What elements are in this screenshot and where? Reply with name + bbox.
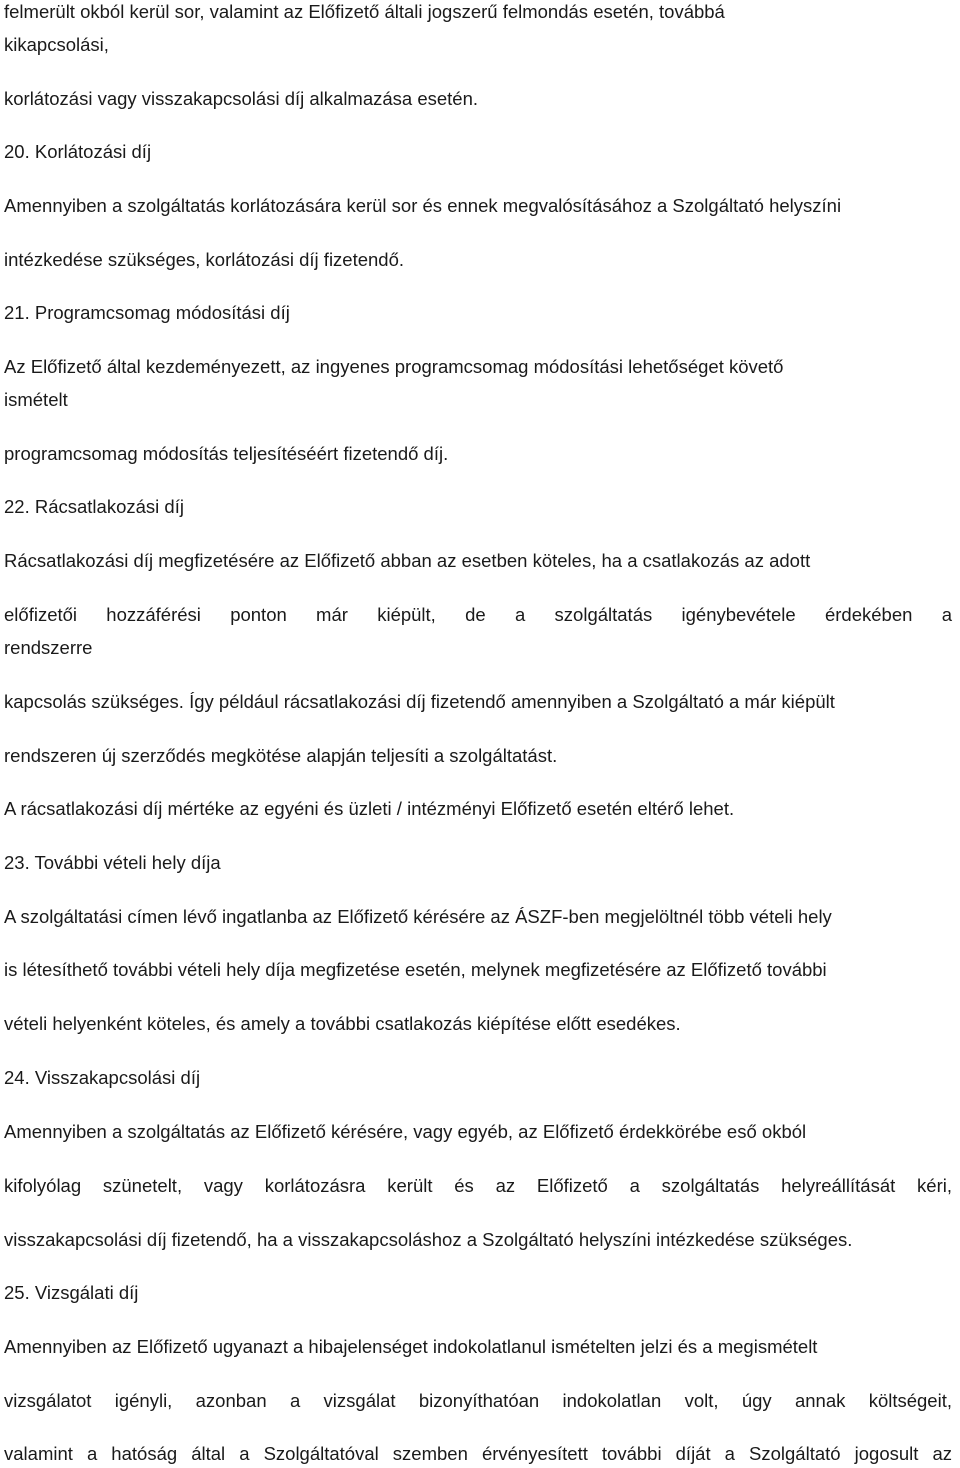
- text-line: programcsomag módosítás teljesítéséért fizetendő díj.: [4, 443, 449, 464]
- section-heading-21: 21. Programcsomag módosítási díj: [4, 302, 290, 323]
- section-heading-22: 22. Rácsatlakozási díj: [4, 496, 184, 517]
- text-line: rendszeren új szerződés megkötése alapján teljesíti a szolgáltatást.: [4, 745, 558, 766]
- text-line: vételi helyenként köteles, és amely a további csatlakozás kiépítése előtt esedékes.: [4, 1013, 681, 1034]
- section-heading-23: 23. További vételi hely díja: [4, 852, 221, 873]
- text-line: kikapcsolási,: [4, 34, 109, 55]
- section-heading-20: 20. Korlátozási díj: [4, 141, 152, 162]
- text-line: korlátozási vagy visszakapcsolási díj alkalmazása esetén.: [4, 88, 479, 109]
- text-line: visszakapcsolási díj fizetendő, ha a visszakapcsoláshoz a Szolgáltató helyszíni intézkedése szükséges.: [4, 1229, 853, 1250]
- text-line: felmerült okból kerül sor, valamint az Előfizető általi jogszerű felmondás esetén, továbbá: [4, 1, 725, 22]
- text-line: előfizetői hozzáférési ponton már kiépült, de a szolgáltatás igénybevétele érdekében a: [4, 604, 952, 625]
- text-line: Rácsatlakozási díj megfizetésére az Előfizető abban az esetben köteles, ha a csatlakozás az adott: [4, 550, 811, 571]
- text-line: A rácsatlakozási díj mértéke az egyéni és üzleti / intézményi Előfizető esetén eltérő lehet.: [4, 798, 735, 819]
- text-line: Amennyiben a szolgáltatás az Előfizető kérésére, vagy egyéb, az Előfizető érdekkörébe eső okból: [4, 1121, 807, 1142]
- text-line: vizsgálatot igényli, azonban a vizsgálat bizonyíthatóan indokolatlan volt, úgy annak költségeit,: [4, 1390, 952, 1411]
- text-line: Amennyiben az Előfizető ugyanazt a hibajelenséget indokolatlanul ismételten jelzi és a megismételt: [4, 1336, 818, 1357]
- text-line: Az Előfizető által kezdeményezett, az ingyenes programcsomag módosítási lehetőséget követő: [4, 356, 784, 377]
- text-line: kapcsolás szükséges. Így például rácsatlakozási díj fizetendő amennyiben a Szolgáltató a már kiépült: [4, 691, 835, 712]
- text-line: rendszerre: [4, 637, 93, 658]
- text-line: valamint a hatóság által a Szolgáltatóval szemben érvényesített további díját a Szolgáltató jogosult az: [4, 1443, 952, 1464]
- text-line: Amennyiben a szolgáltatás korlátozására kerül sor és ennek megvalósításához a Szolgáltató helyszíni: [4, 195, 842, 216]
- text-line: kifolyólag szünetelt, vagy korlátozásra került és az Előfizető a szolgáltatás helyreállítását kéri,: [4, 1175, 952, 1196]
- text-line: A szolgáltatási címen lévő ingatlanba az Előfizető kérésére az ÁSZF-ben megjelöltnél több vételi hely: [4, 906, 832, 927]
- section-heading-25: 25. Vizsgálati díj: [4, 1282, 139, 1303]
- text-line: is létesíthető további vételi hely díja megfizetése esetén, melynek megfizetésére az Előfizető további: [4, 959, 827, 980]
- text-line: ismételt: [4, 389, 68, 410]
- text-line: intézkedése szükséges, korlátozási díj fizetendő.: [4, 249, 405, 270]
- section-heading-24: 24. Visszakapcsolási díj: [4, 1067, 201, 1088]
